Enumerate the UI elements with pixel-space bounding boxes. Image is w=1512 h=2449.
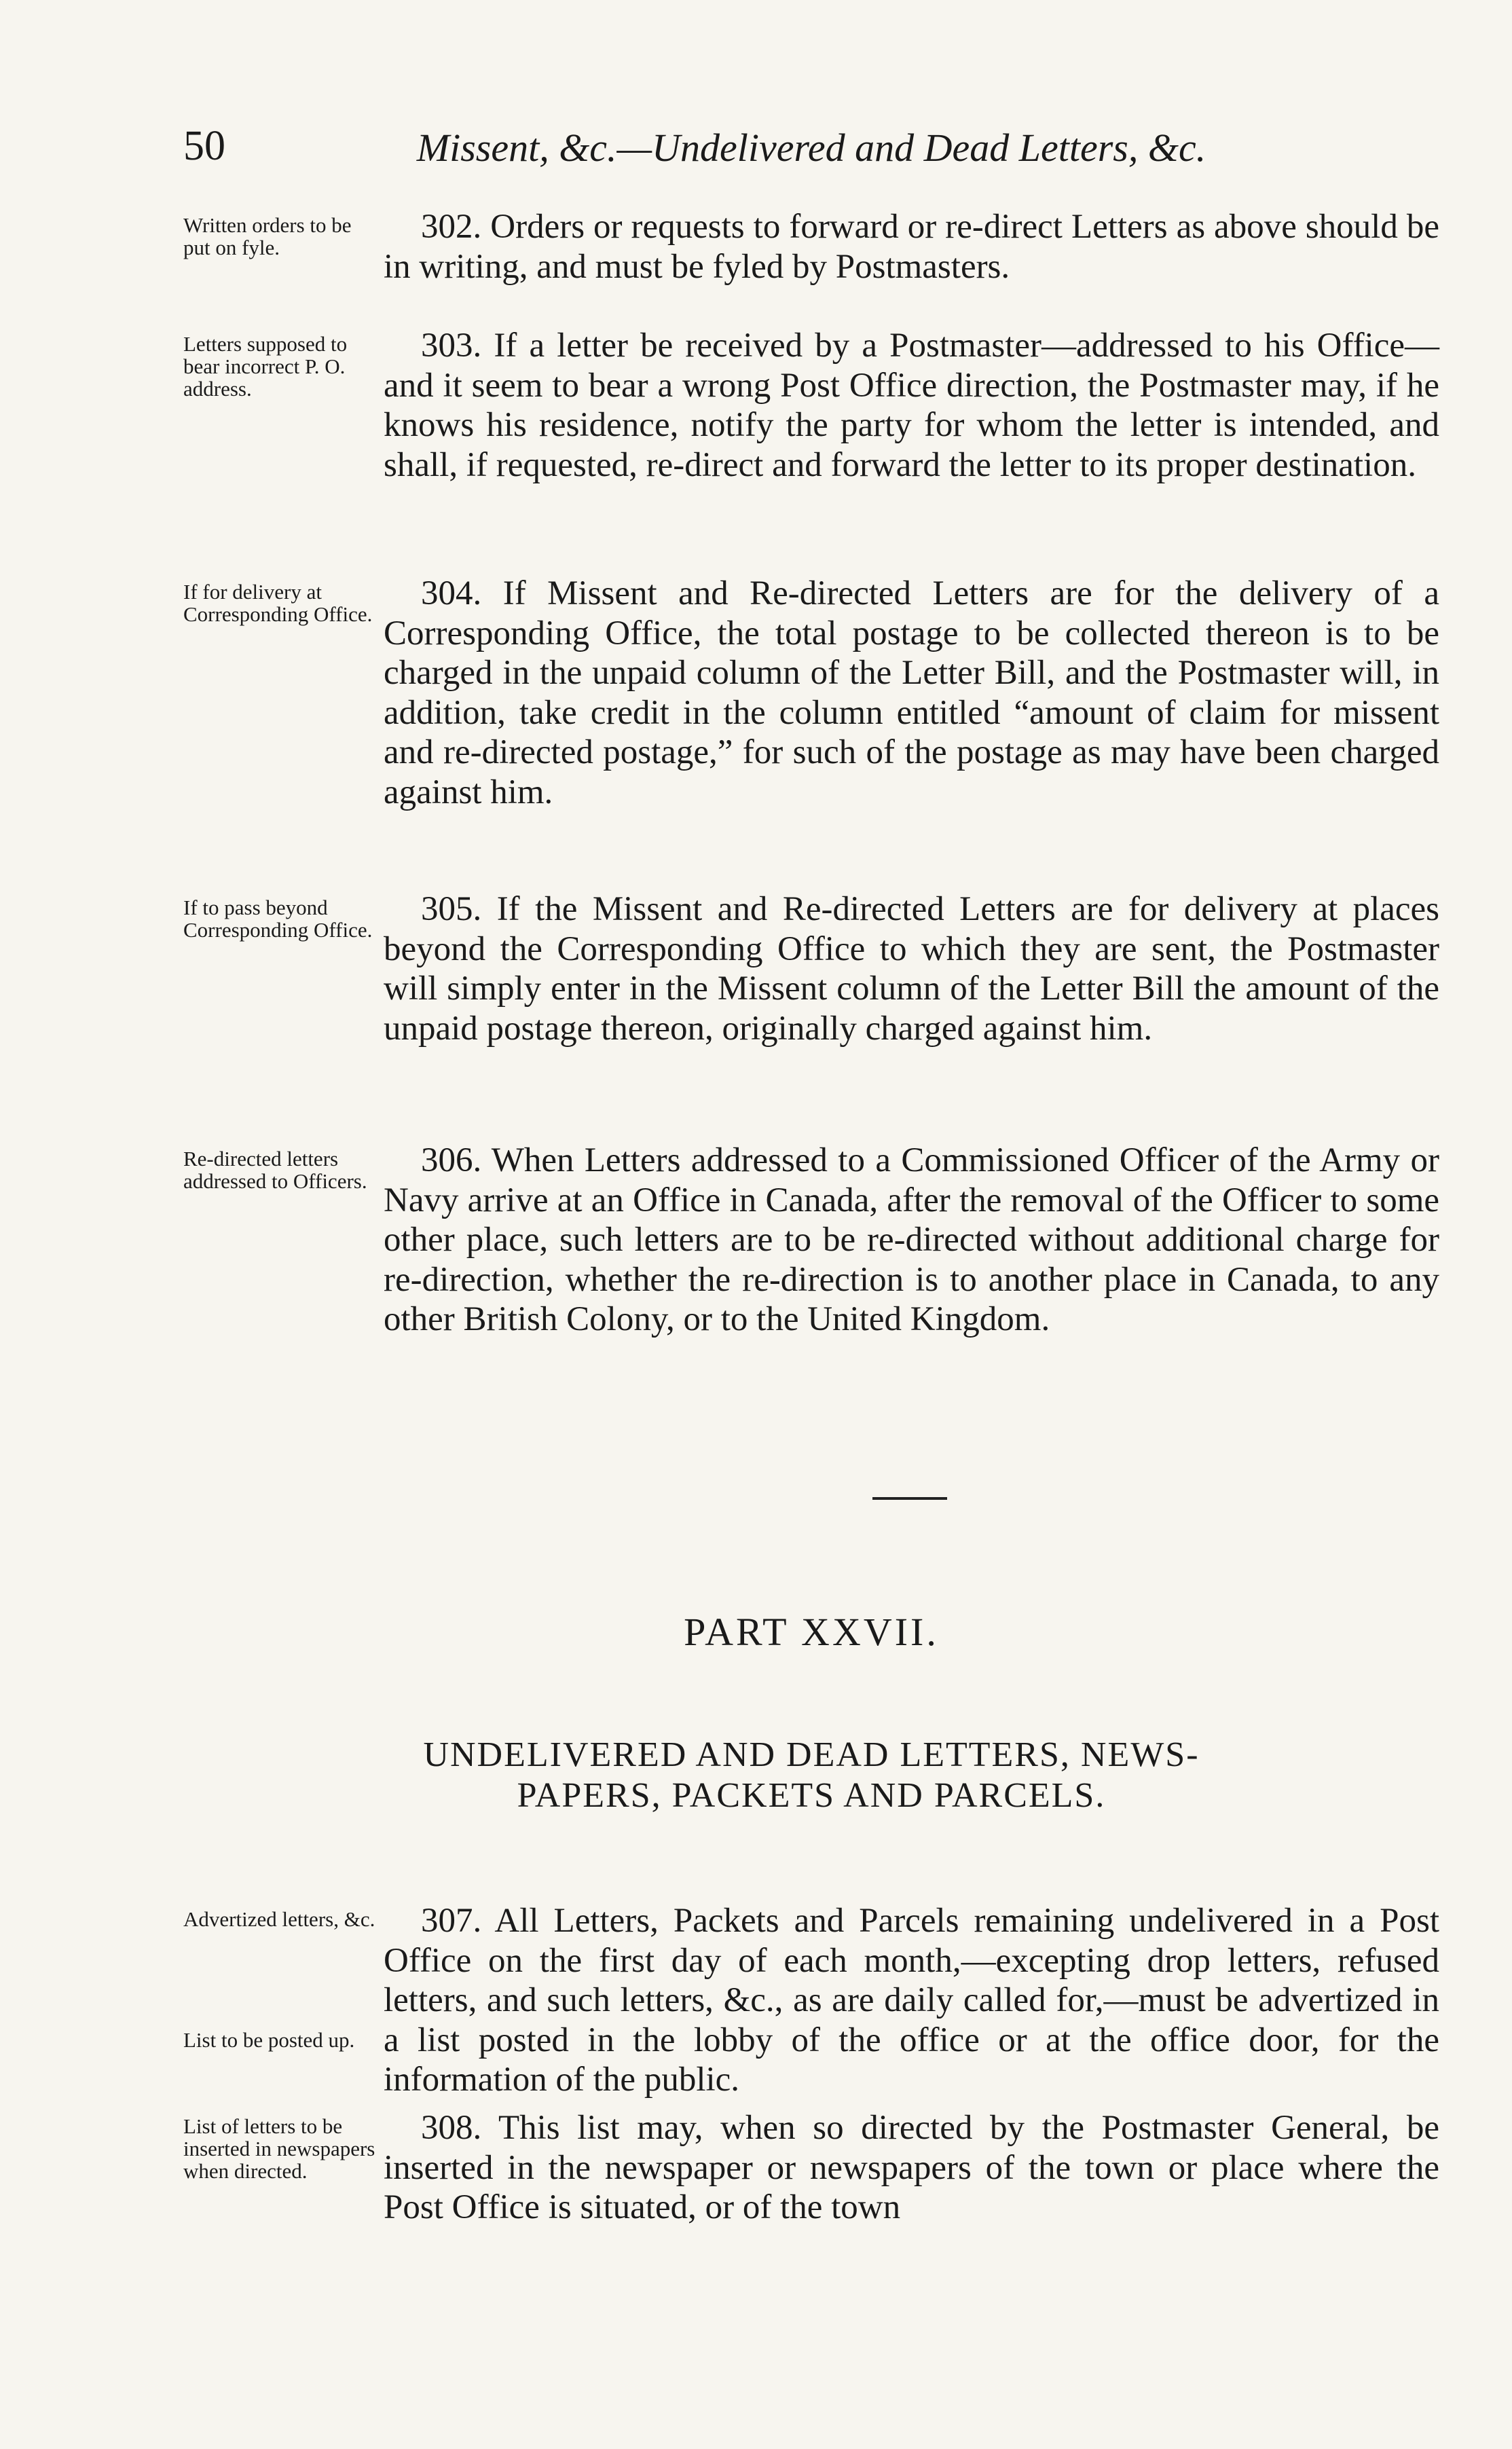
paragraph-303 [183, 326, 1439, 485]
paragraph-text: 306. When Letters addressed to a Commissioned Officer of the Army or Navy arrive at an Office in Canada, after the removal of the Officer to some other place, such letters are to be re-directed without additional charge for re-direction, whether the re-direction is to another place in Canada, to any other British Colony, or to the United Kingdom. [384, 1141, 1439, 1338]
paragraph-text: 305. If the Missent and Re-directed Letters are for delivery at places beyond the Corresponding Office to which they are sent, the Postmaster will simply enter in the Missent column of the Letter Bill the amount of the unpaid postage thereon, originally charged against him. [384, 890, 1439, 1048]
margin-note: Re-directed letters addressed to Officers. [183, 1147, 367, 1193]
paragraph-305 [183, 889, 1439, 1048]
paragraph-text: 308. This list may, when so directed by the Postmaster General, be inserted in the newspaper or newspapers of the town or place where the Post Office is situated, or of the town [384, 2109, 1439, 2226]
running-head: Missent, &c.—Undelivered and Dead Letters, &c. [416, 126, 1206, 170]
page-number: 50 [183, 123, 225, 169]
part-title: PART XXVII. [684, 1610, 939, 1654]
margin-note: List to be posted up. [183, 2028, 355, 2052]
margin-note: Advertized letters, &c. [183, 1907, 375, 1931]
paragraph-308 [183, 2108, 1439, 2228]
paragraph-text: 307. All Letters, Packets and Parcels remaining undelivered in a Post Office on the first day of each month,—excepting drop letters, refused letters, and such letters, &c., as are daily called for,—must be advertized in a list posted in the lobby of the office or at the office door, for the information of the public. [384, 1902, 1439, 2099]
paragraph-text: 303. If a letter be received by a Postmaster—addressed to his Office—and it seem to bear a wrong Post Office direction, the Postmaster may, if he knows his residence, notify the party for whom the letter is intended, and shall, if requested, re-direct and forward the letter to its proper destination. [384, 327, 1439, 484]
paragraph-302 [183, 207, 1439, 287]
margin-note: If to pass beyond Corresponding Office. [183, 896, 373, 942]
margin-note: List of letters to be inserted in newspapers when directed. [183, 2114, 375, 2183]
part-subtitle-line: PAPERS, PACKETS AND PARCELS. [517, 1776, 1106, 1815]
paragraph-306 [183, 1141, 1439, 1340]
paragraph-304 [183, 574, 1439, 812]
paragraph-text: 302. Orders or requests to forward or re-direct Letters as above should be in writing, and must be fyled by Postmasters. [384, 208, 1439, 286]
margin-note: Letters supposed to bear incorrect P. O. address. [183, 332, 348, 401]
paragraph-307 [183, 1901, 1439, 2100]
part-subtitle [183, 1735, 1439, 1816]
page-header [183, 122, 1439, 177]
margin-note: Written orders to be put on fyle. [183, 213, 352, 259]
part-subtitle-line: UNDELIVERED AND DEAD LETTERS, NEWS- [423, 1735, 1200, 1774]
paragraph-text: 304. If Missent and Re-directed Letters are for the delivery of a Corresponding Office, the total postage to be collected thereon is to be charged in the unpaid column of the Letter Bill, and the Postmaster will, in addition, take credit in the column entitled “amount of claim for missent and re-directed postage,” for such of the postage as may have been charged against him. [384, 574, 1439, 811]
margin-note: If for delivery at Corresponding Office. [183, 580, 373, 626]
section-divider [872, 1497, 947, 1500]
